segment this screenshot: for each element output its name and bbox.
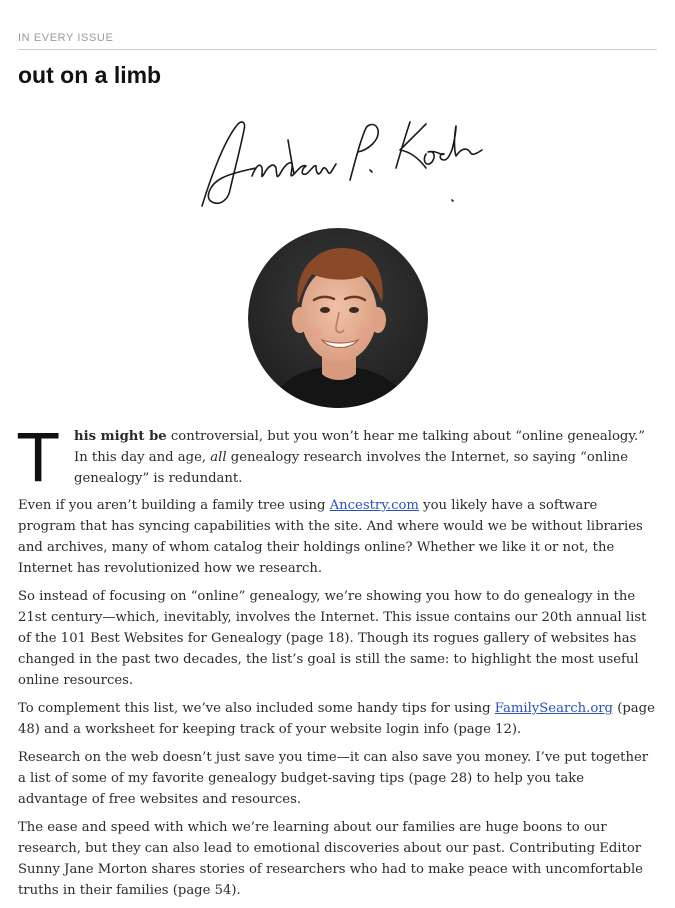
section-label: IN EVERY ISSUE (18, 32, 114, 44)
paragraph-2 (18, 495, 655, 579)
editor-letter (18, 420, 655, 908)
page-title: out on a limb (18, 62, 162, 88)
paragraph-4-before: To complement this list, we’ve also included some handy tips for using (18, 701, 495, 716)
editor-portrait (248, 228, 428, 408)
portrait-photo-icon (248, 228, 428, 408)
ancestry-link[interactable]: Ancestry.com (329, 498, 419, 513)
paragraph-4 (18, 698, 655, 740)
lead-in: his might be (74, 429, 167, 444)
familysearch-link[interactable]: FamilySearch.org (494, 701, 614, 716)
paragraph-2-before: Even if you aren’t building a family tree using (18, 498, 330, 513)
paragraph-4-after: (page 48) and a worksheet for keeping track of your website login info (page 12). (18, 701, 655, 737)
drop-cap: T (18, 420, 59, 497)
paragraph-1 (18, 420, 655, 497)
section-divider (18, 49, 657, 50)
paragraph-2-after: you likely have a software program that has syncing capabilities with the site. And where would we be without libraries and archives, many of whom catalog their holdings online? Whether we like it or not, the Internet has revolutionized how we research. (18, 498, 643, 576)
signature-icon (190, 110, 490, 220)
paragraph-3: So instead of focusing on “online” genealogy, we’re showing you how to do genealogy in the 21st century—which, inevitably, involves the Internet. This issue contains our 20th annual list of the 101 Best Websites for Genealogy (page 18). Though its rogues gallery of websites has changed in the past two decades, the list’s goal is still the same: to highlight the most useful online resources. (18, 589, 647, 688)
paragraph-6: The ease and speed with which we’re learning about our families are huge boons to our research, but they can also lead to emotional discoveries about our past. Contributing Editor Sunny Jane Morton shares stories of researchers who had to make peace with uncomfortable truths in their families (page 54). (18, 820, 643, 898)
paragraph-1-text-2: genealogy research involves the Internet, so saying “online genealogy” is redundant. (74, 450, 629, 486)
paragraph-5: Research on the web doesn’t just save you time—it can also save you money. I’ve put together a list of some of my favorite genealogy budget-saving tips (page 28) to help you take advantage of free websites and resources. (18, 750, 649, 807)
emphasis-all: all (210, 450, 227, 465)
paragraph-1-text: controversial, but you won’t hear me talking about “online genealogy.” In this day and age, (74, 429, 645, 465)
